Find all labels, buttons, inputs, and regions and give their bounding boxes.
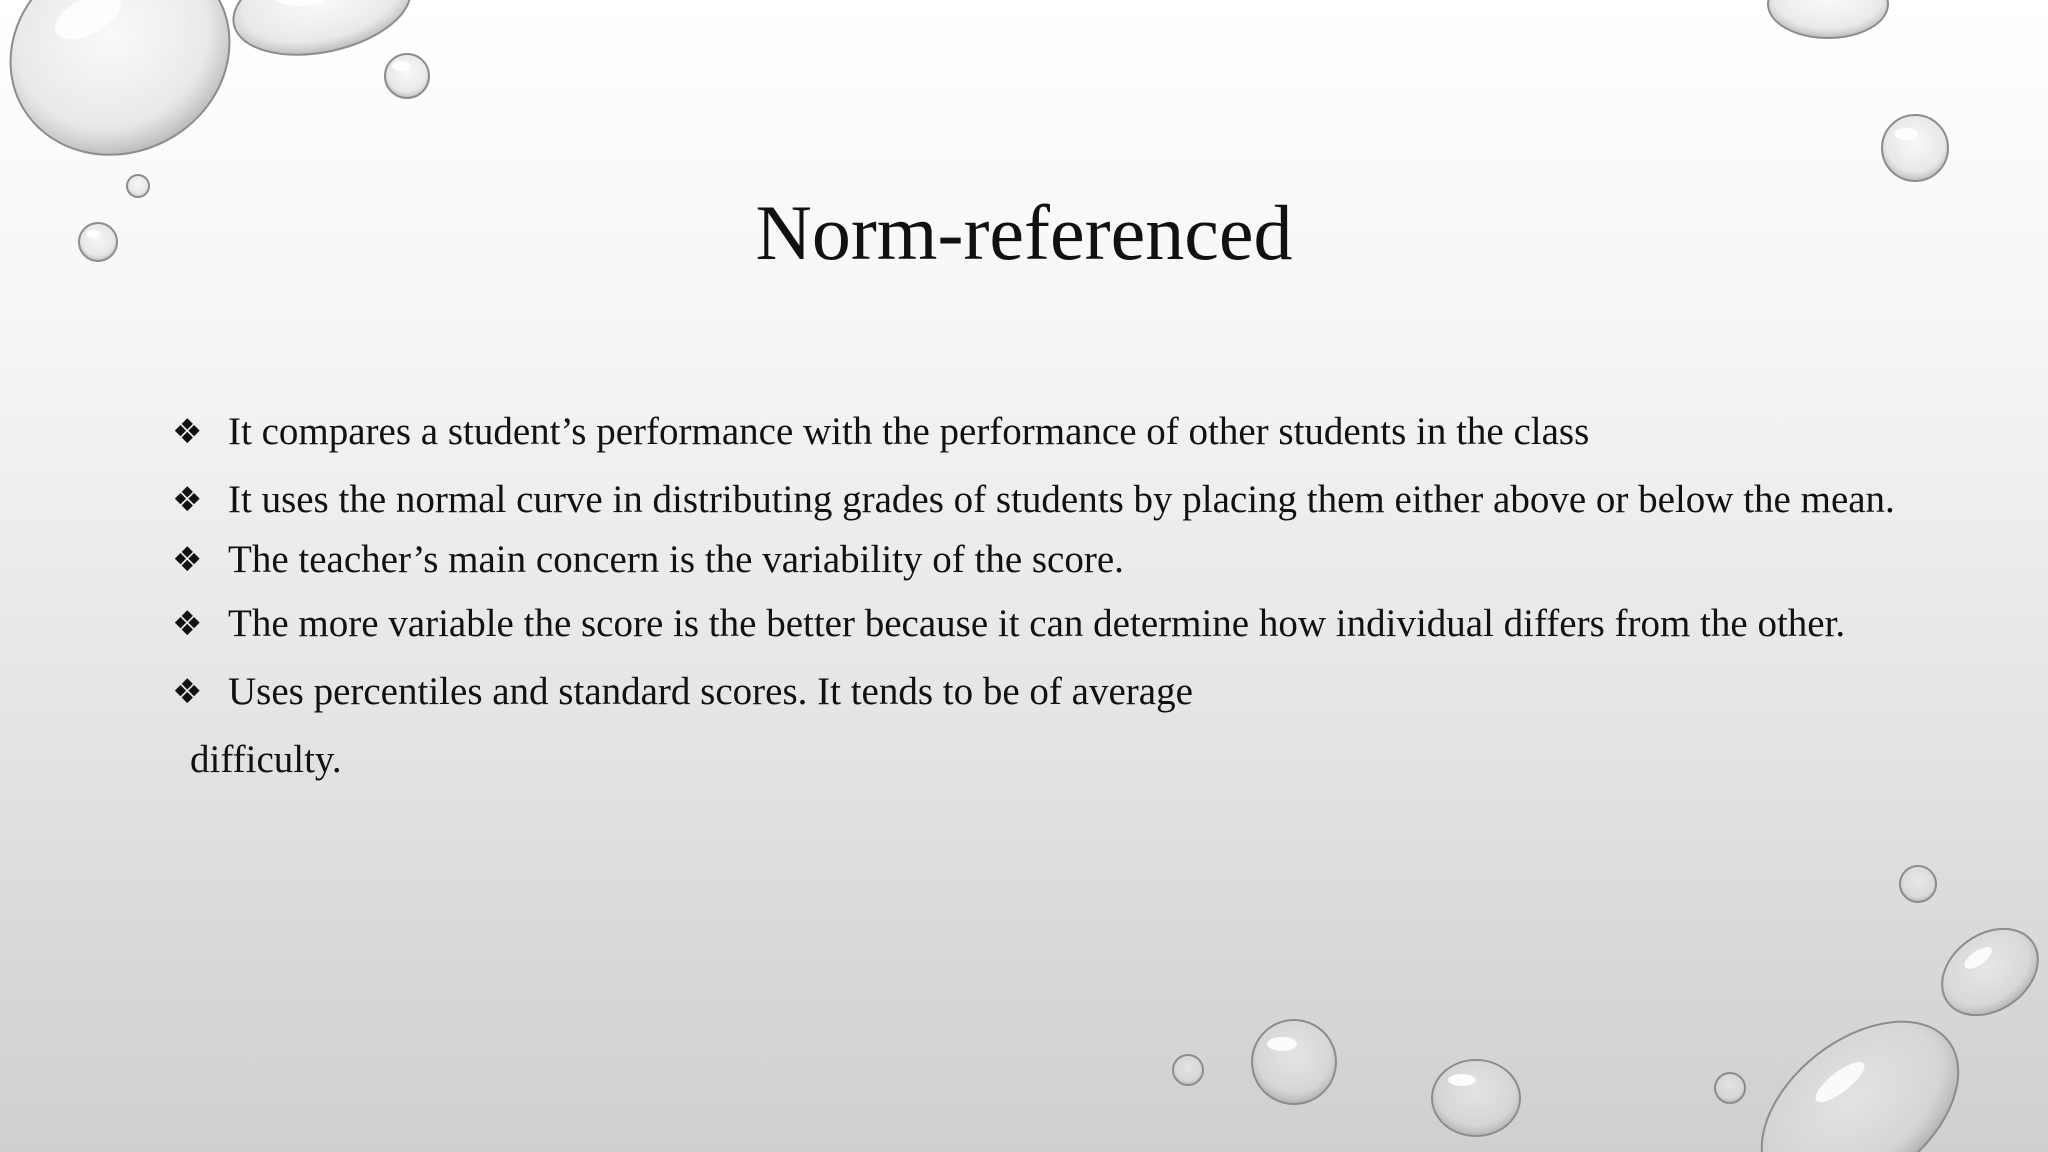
four-diamond-bullet-icon: ❖ — [172, 540, 203, 580]
bullet-item — [172, 532, 1908, 588]
bullet-text: The more variable the score is the better because it can determine how individual differs from the other. — [228, 602, 1846, 645]
four-diamond-bullet-icon: ❖ — [172, 672, 203, 712]
bullet-text: It compares a student’s performance with the performance of other students in the class — [228, 410, 1590, 453]
bullet-item — [172, 664, 1548, 788]
bullet-text: Uses percentiles and standard scores. It tends to be of average — [228, 670, 1193, 713]
droplet-icon — [1900, 866, 1936, 902]
bullet-continuation-text: difficulty. — [190, 738, 342, 781]
bullet-item — [172, 596, 1878, 652]
droplet-icon — [1715, 1073, 1745, 1103]
droplet-icon — [1882, 115, 1948, 181]
bullet-item — [172, 472, 1908, 528]
droplet-icon — [1432, 1060, 1520, 1136]
bullet-text: The teacher’s main concern is the variability of the score. — [228, 538, 1124, 581]
droplet-icon — [1252, 1020, 1336, 1104]
droplet-icon — [0, 0, 266, 193]
droplet-icon — [1173, 1055, 1203, 1085]
droplet-icon — [1926, 911, 2048, 1033]
slide-title: Norm-referenced — [755, 189, 1293, 276]
droplet-icon — [1768, 0, 1888, 38]
bullet-item — [172, 404, 1908, 460]
bullet-text: It uses the normal curve in distributing grades of students by placing them either above or below the mean. — [228, 478, 1895, 521]
four-diamond-bullet-icon: ❖ — [172, 480, 203, 520]
droplet-icon — [1729, 986, 1992, 1152]
bullet-list — [172, 404, 1895, 788]
droplet-icon — [224, 0, 419, 70]
four-diamond-bullet-icon: ❖ — [172, 412, 203, 452]
four-diamond-bullet-icon: ❖ — [172, 604, 203, 644]
droplet-icon — [385, 54, 429, 98]
